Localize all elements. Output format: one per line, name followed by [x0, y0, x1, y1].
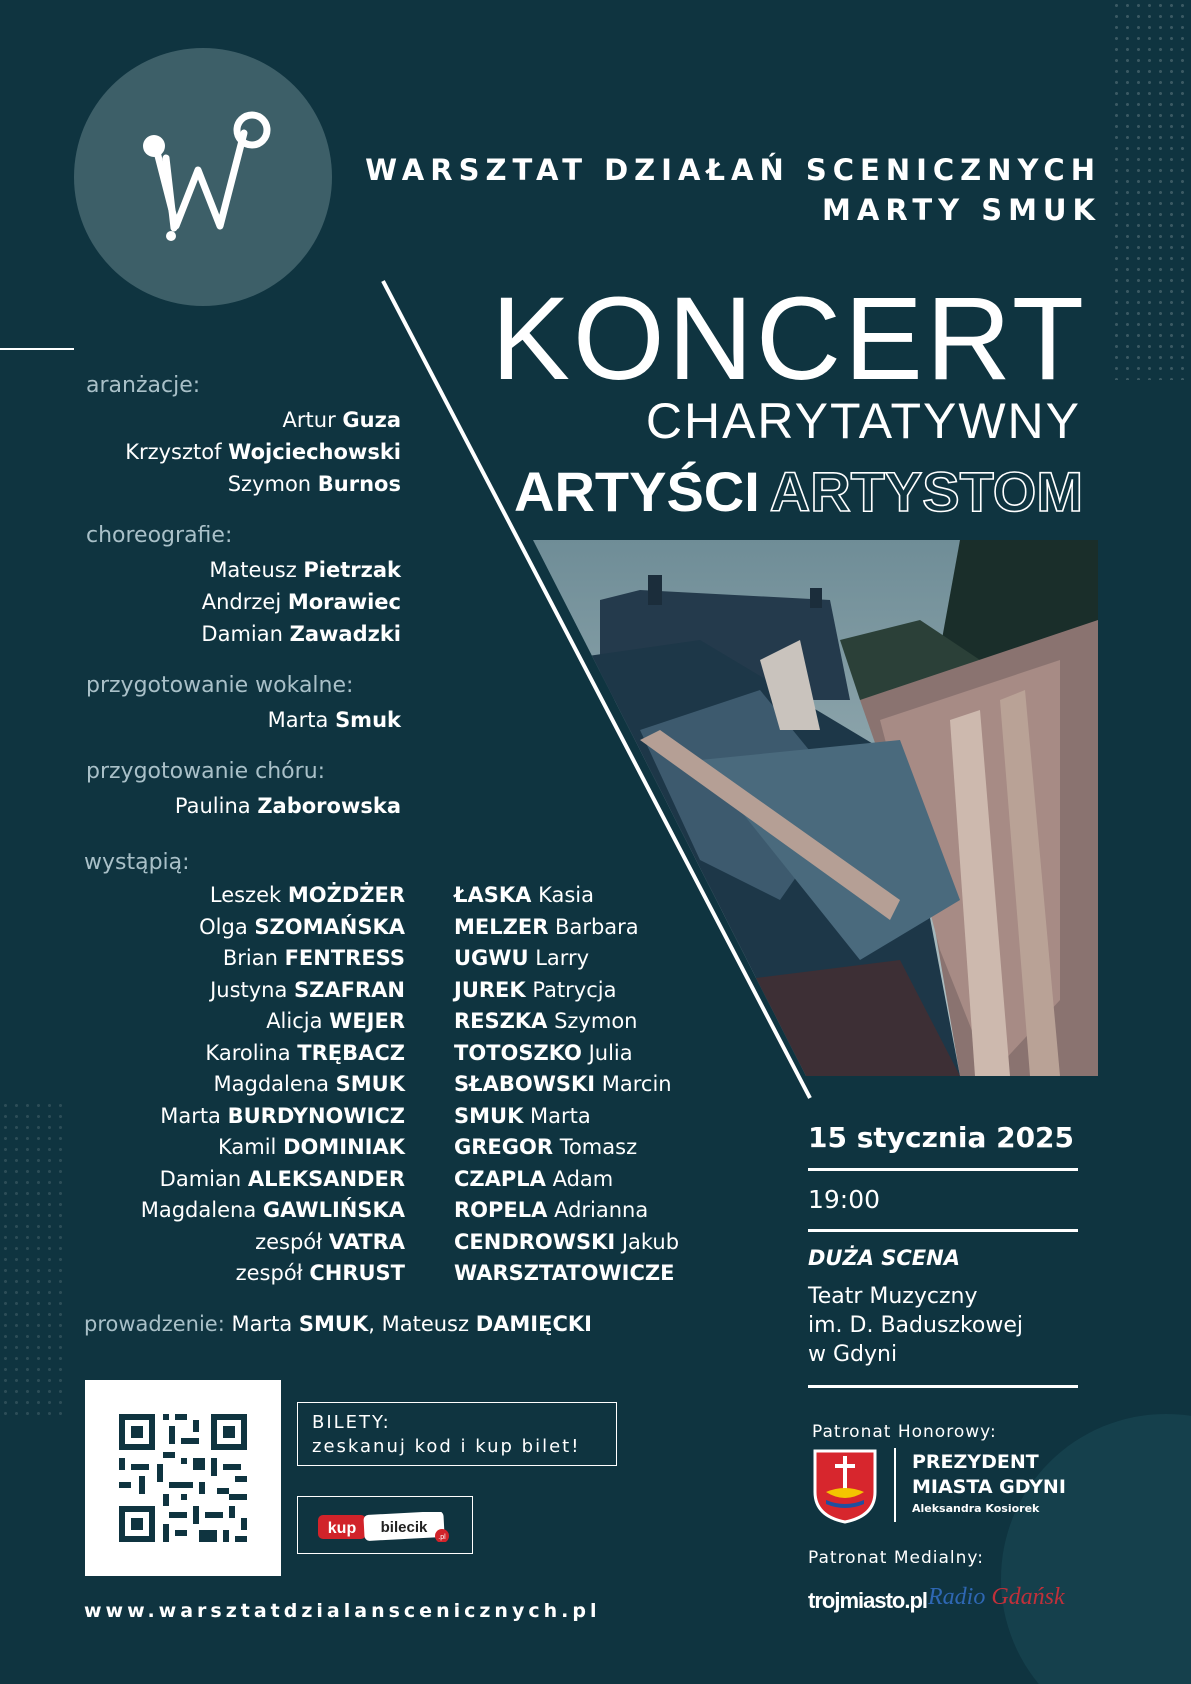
qr-code[interactable]	[85, 1380, 281, 1576]
mayor-patron: PREZYDENT MIASTA GDYNI Aleksandra Kosiorek	[912, 1451, 1066, 1515]
qr-code-icon	[85, 1380, 281, 1576]
credit-name: Andrzej Morawiec	[201, 590, 401, 614]
website-url[interactable]: www.warsztatdzialanscenicznych.pl	[84, 1600, 601, 1622]
performer-name: JUREK Patrycja	[454, 977, 617, 1002]
title-koncert: KONCERT	[491, 273, 1087, 405]
tagline-artysci: ARTYŚCI	[514, 460, 760, 523]
trojmiasto-logo: trojmiasto.pl	[808, 1588, 928, 1613]
performer-name: CZAPLA Adam	[454, 1166, 614, 1191]
credit-name: Mateusz Pietrzak	[209, 558, 401, 582]
host-label: prowadzenie:	[84, 1312, 232, 1336]
performer-name: SMUK Marta	[454, 1103, 591, 1128]
performer-name: Brian FENTRESS	[222, 946, 405, 970]
credit-group	[86, 372, 401, 500]
performer-name: Kamil DOMINIAK	[218, 1135, 405, 1159]
kupbilecik-logo-icon	[318, 1512, 453, 1542]
header-line-1: WARSZTAT DZIAŁAŃ SCENICZNYCH	[365, 153, 1101, 187]
tickets-label: BILETY:	[312, 1412, 391, 1433]
divider	[808, 1385, 1078, 1388]
credit-label: aranżacje:	[86, 373, 201, 398]
performer-name: SŁABOWSKI Marcin	[454, 1072, 672, 1096]
performer-name: Olga SZOMAŃSKA	[199, 914, 405, 939]
performer-name: GREGOR Tomasz	[454, 1135, 638, 1159]
honorary-patronage-label: Patronat Honorowy:	[812, 1422, 997, 1442]
performer-name: MELZER Barbara	[454, 914, 639, 939]
event-time: 19:00	[808, 1185, 881, 1214]
credit-label: choreografie:	[86, 523, 233, 548]
tickets-instruction: zeskanuj kod i kup bilet!	[312, 1436, 581, 1457]
credit-name: Szymon Burnos	[227, 472, 401, 496]
tickets-info-box	[297, 1402, 617, 1466]
credit-group	[86, 672, 401, 736]
performer-name: CENDROWSKI Jakub	[454, 1229, 680, 1254]
host-line: prowadzenie: Marta SMUK, Mateusz DAMIĘCKI	[84, 1312, 592, 1336]
performers-right-column	[454, 880, 754, 1290]
media-patronage-label: Patronat Medialny:	[808, 1548, 984, 1568]
performers-left-column	[90, 880, 405, 1290]
bilecik-text: bilecik	[380, 1519, 428, 1536]
tagline-artystom: ARTYSTOM	[769, 460, 1083, 523]
performer-name: Justyna SZAFRAN	[210, 977, 405, 1002]
title-charytatywny: CHARYTATYWNY	[645, 393, 1081, 449]
performer-name: TOTOSZKO Julia	[454, 1040, 633, 1065]
performer-name: Magdalena GAWLIŃSKA	[140, 1198, 405, 1222]
performers-label: wystąpią:	[84, 850, 190, 875]
performer-name: zespół VATRA	[255, 1229, 405, 1254]
performer-name: Leszek MOŻDŻER	[209, 883, 405, 907]
credit-name: Artur Guza	[282, 408, 401, 432]
performer-name: Alicja WEJER	[266, 1009, 405, 1033]
divider	[808, 1229, 1078, 1232]
performer-name: UGWU Larry	[454, 946, 590, 970]
performer-name: WARSZTATOWICZE	[454, 1261, 675, 1285]
credit-name: Marta Smuk	[267, 708, 401, 732]
event-stage: DUŻA SCENA	[808, 1246, 960, 1270]
performer-name: zespół CHRUST	[235, 1261, 405, 1285]
credit-group	[86, 758, 401, 822]
performer-name: RESZKA Szymon	[454, 1009, 638, 1033]
radio-gdansk-logo: Radio Gdańsk	[928, 1584, 1065, 1610]
credit-group	[86, 522, 401, 650]
performer-name: ŁASKA Kasia	[454, 883, 594, 907]
credit-name: Krzysztof Wojciechowski	[125, 440, 401, 464]
kup-text: kup	[327, 1520, 357, 1537]
performer-name: Damian ALEKSANDER	[159, 1166, 405, 1191]
divider-vertical	[894, 1448, 896, 1522]
credit-name: Damian Zawadzki	[201, 622, 401, 646]
credit-label: przygotowanie wokalne:	[86, 673, 354, 698]
gdynia-crest-icon	[812, 1448, 878, 1524]
credits-section	[86, 372, 401, 844]
event-info	[808, 1120, 1078, 1388]
performer-name: Karolina TRĘBACZ	[205, 1040, 405, 1065]
performer-name: Marta BURDYNOWICZ	[160, 1103, 405, 1128]
event-date: 15 stycznia 2025	[808, 1121, 1075, 1154]
performer-name: ROPELA Adrianna	[454, 1198, 649, 1222]
pl-text: .pl	[438, 1534, 446, 1541]
event-venue: Teatr Muzyczny im. D. Baduszkowej w Gdyni	[808, 1284, 1024, 1367]
performer-name: Magdalena SMUK	[213, 1072, 405, 1096]
header-line-2: MARTY SMUK	[822, 193, 1101, 227]
credit-label: przygotowanie chóru:	[86, 759, 326, 784]
credit-name: Paulina Zaborowska	[174, 794, 401, 818]
